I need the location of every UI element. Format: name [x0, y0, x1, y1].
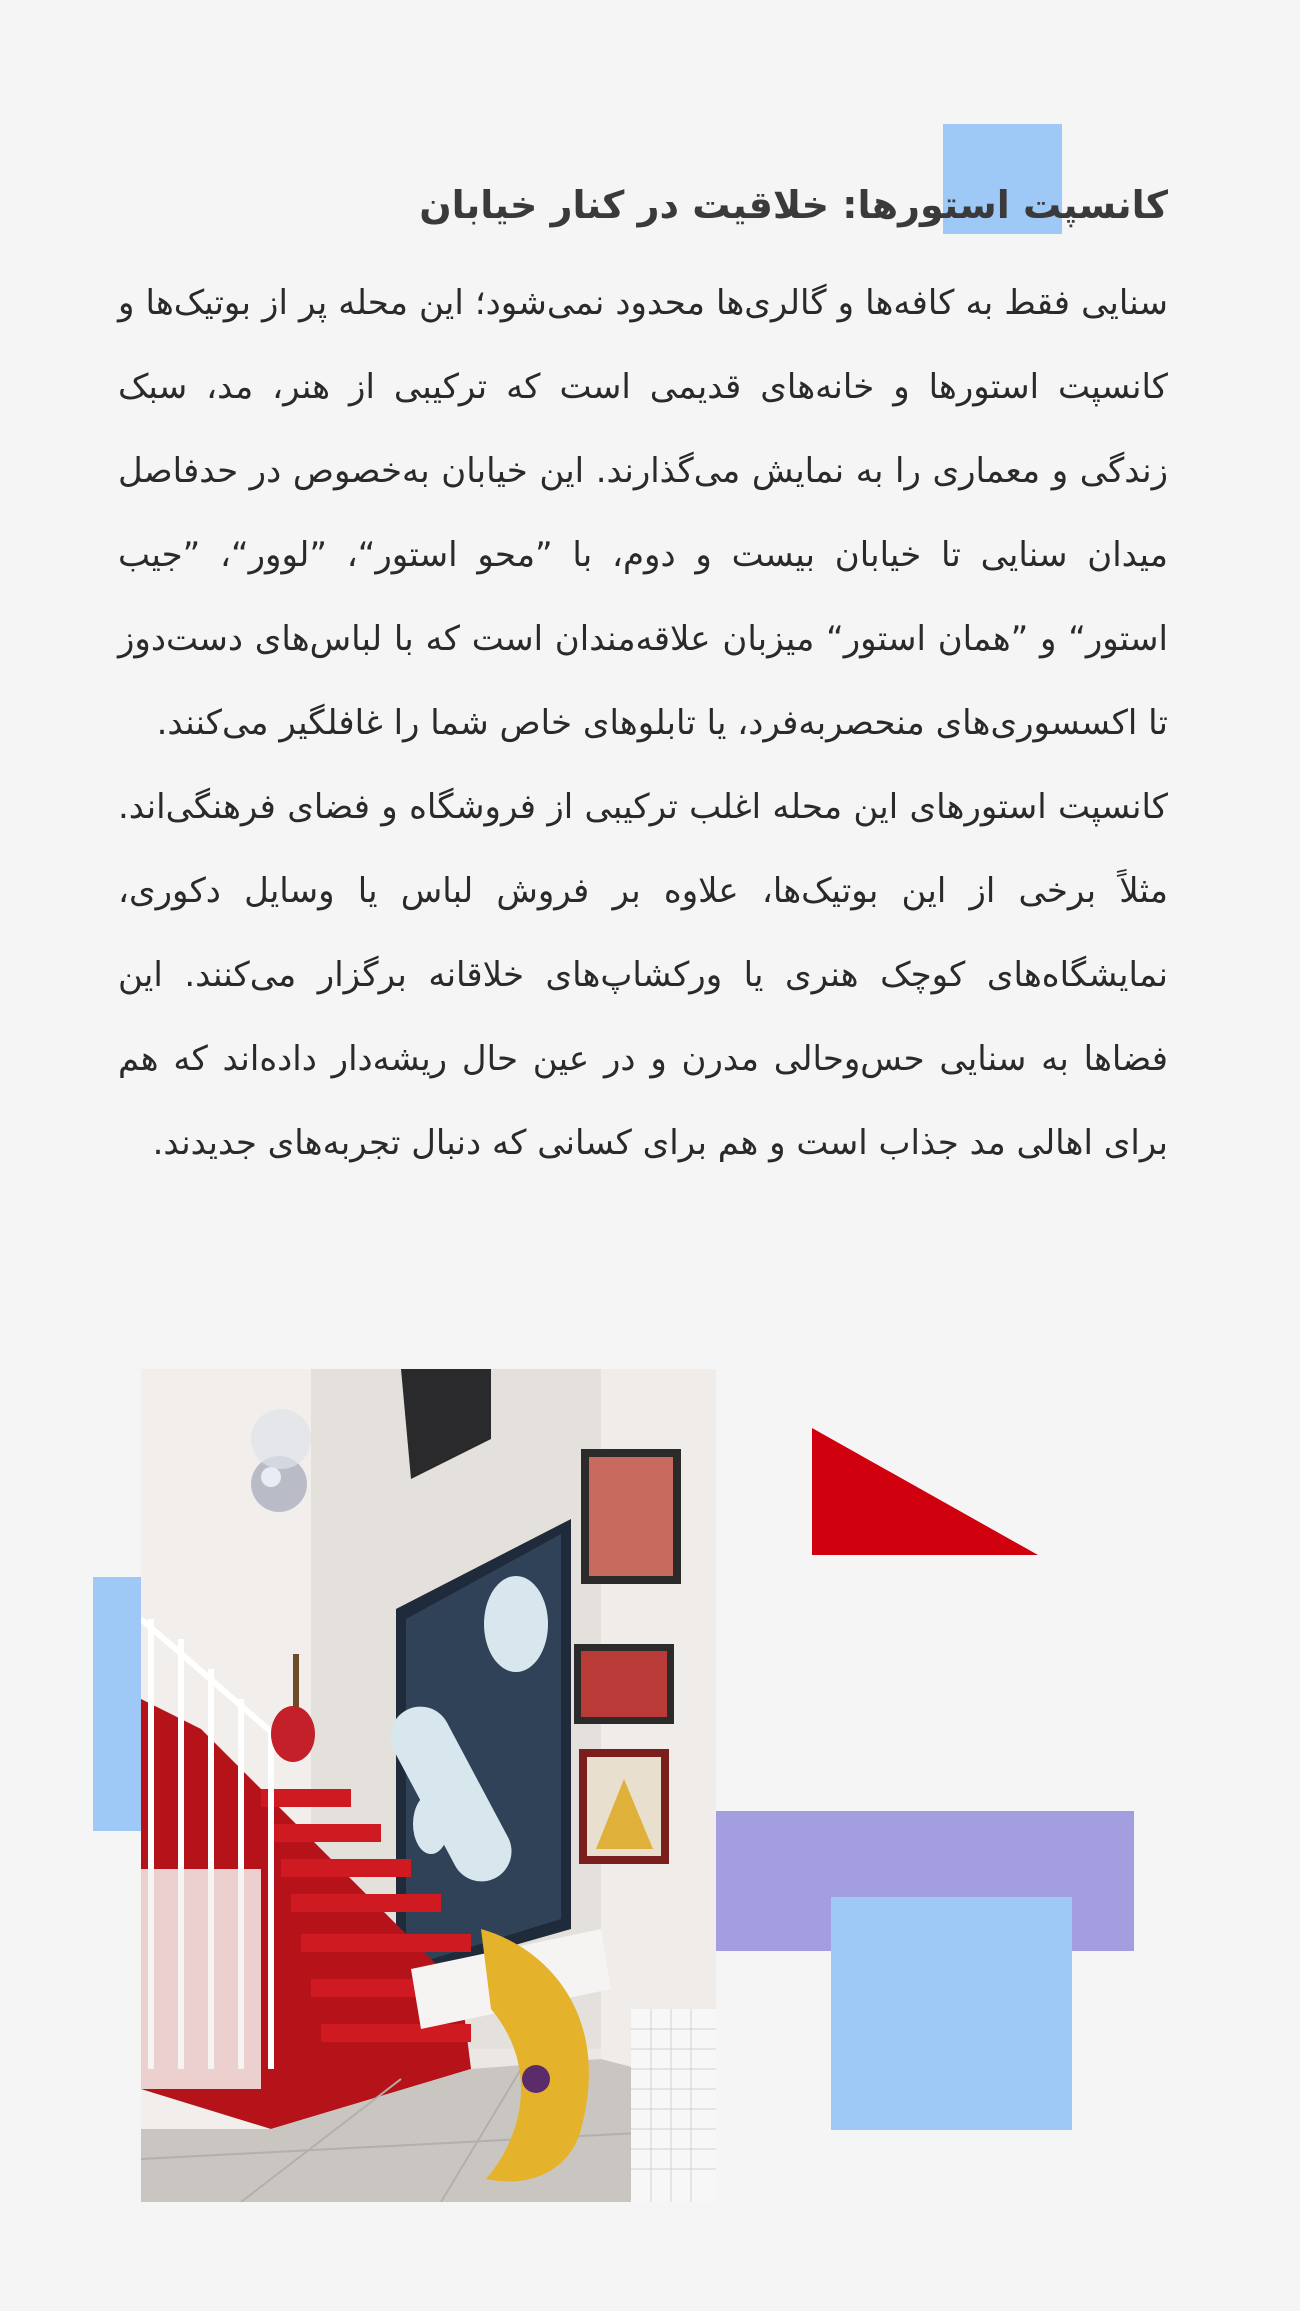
left-accent-bar	[93, 1577, 145, 1831]
store-interior-illustration	[141, 1369, 716, 2202]
article-paragraph-1: سنایی فقط به کافه‌ها و گالری‌ها محدود نمی‌شود؛ این محله پر از بوتیک‌ها و کانسپت استورها و خانه‌های قدیمی است که ترکیبی از هنر، مد، سبک زندگی و معماری را به نمایش می‌گذارند. این خیابان به‌خصوص در حدفاصل میدان سنایی تا خیابان بیست و دوم، با ”محو استور“، ”لوور“، ”جیب استور“ و ”همان استور“ میزبان علاقه‌مندان است که با لباس‌های دست‌دوز تا اکسسوری‌های منحصربه‌فرد، یا تابلوهای خاص شما را غافلگیر می‌کنند.	[118, 283, 1168, 743]
red-accent-triangle	[812, 1428, 1038, 1555]
article-paragraph-2: کانسپت استورهای این محله اغلب ترکیبی از فروشگاه و فضای فرهنگی‌اند. مثلاً برخی از این بوتیک‌ها، علاوه بر فروش لباس یا وسایل دکوری، نمایشگاه‌های کوچک هنری یا ورکشاپ‌های خلاقانه برگزار می‌کنند. این فضاها به سنایی حس‌وحالی مدرن و در عین حال ریشه‌دار داده‌اند که هم برای اهالی مد جذاب است و هم برای کسانی که دنبال تجربه‌های جدیدند.	[118, 787, 1168, 1163]
article	[118, 175, 1168, 1185]
article-heading: کانسپت استورها: خلاقیت در کنار خیابان	[419, 183, 1168, 227]
blue-accent-square	[831, 1897, 1072, 2130]
concept-store-photo	[141, 1369, 716, 2202]
